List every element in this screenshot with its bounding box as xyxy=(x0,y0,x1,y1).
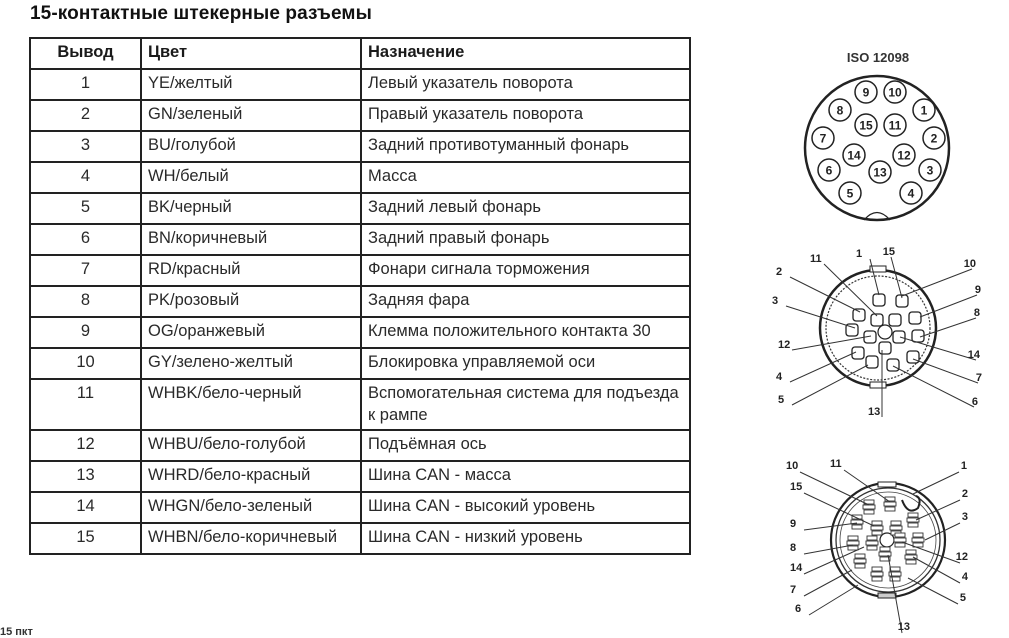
socket-contact xyxy=(885,507,895,511)
table-row xyxy=(30,131,690,162)
plug-pin xyxy=(887,359,899,371)
socket-contact xyxy=(872,521,882,525)
socket-contact xyxy=(884,502,896,506)
socket-leader-line xyxy=(804,523,857,530)
table-row xyxy=(30,224,690,255)
socket-contact xyxy=(872,531,882,535)
color-cell: OG/оранжевый xyxy=(141,317,361,348)
plug-pin xyxy=(879,342,891,354)
pin-cell: 2 xyxy=(30,100,141,131)
socket-contact xyxy=(908,513,918,517)
plug-pin-label: 2 xyxy=(776,266,783,278)
iso-pin-label: 4 xyxy=(907,186,915,201)
pin-cell: 3 xyxy=(30,131,141,162)
color-cell: WHRD/бело-красный xyxy=(141,461,361,492)
socket-contact xyxy=(890,526,902,530)
table-row xyxy=(30,69,690,100)
plug-leader-line xyxy=(792,365,868,405)
plug-pin-label: 6 xyxy=(971,396,978,408)
plug-pin-label: 1 xyxy=(856,248,863,260)
socket-pin-label: 10 xyxy=(786,460,799,472)
purpose-cell: Шина CAN - масса xyxy=(361,461,690,492)
plug-pin xyxy=(853,309,865,321)
socket-pin-label: 3 xyxy=(961,511,968,523)
header-color: Цвет xyxy=(141,38,361,69)
iso-pin-label: 3 xyxy=(926,163,934,178)
purpose-cell: Задний правый фонарь xyxy=(361,224,690,255)
socket-pin-label: 12 xyxy=(955,551,968,563)
table-row xyxy=(30,162,690,193)
iso-pin-label: 5 xyxy=(846,186,854,201)
pin-cell: 6 xyxy=(30,224,141,255)
socket-pin-label: 7 xyxy=(790,584,797,596)
socket-contact xyxy=(855,564,865,568)
color-cell: RD/красный xyxy=(141,255,361,286)
table-row xyxy=(30,523,690,554)
plug-pin xyxy=(889,314,901,326)
table-row xyxy=(30,461,690,492)
color-cell: WHBN/бело-коричневый xyxy=(141,523,361,554)
purpose-cell: Шина CAN - низкий уровень xyxy=(361,523,690,554)
socket-contact xyxy=(913,533,923,537)
plug-pin-label: 11 xyxy=(810,253,822,265)
plug-connector-diagram xyxy=(760,240,1000,420)
socket-leader-line xyxy=(804,545,853,554)
socket-contact xyxy=(912,538,924,542)
socket-key-bottom xyxy=(878,593,896,598)
plug-pin xyxy=(893,331,905,343)
color-cell: WH/белый xyxy=(141,162,361,193)
table-row xyxy=(30,430,690,461)
socket-contact xyxy=(848,536,858,540)
socket-contact xyxy=(871,572,883,576)
pin-table xyxy=(29,37,691,555)
socket-pin-label: 13 xyxy=(897,621,910,633)
pin-cell: 9 xyxy=(30,317,141,348)
socket-contact xyxy=(848,546,858,550)
plug-pin-label: 15 xyxy=(882,246,895,258)
purpose-cell: Правый указатель поворота xyxy=(361,100,690,131)
page-title: 15-контактные штекерные разъемы xyxy=(30,3,372,24)
plug-pin-label: 13 xyxy=(868,406,881,418)
iso-pin-label: 6 xyxy=(825,163,833,178)
socket-contact xyxy=(895,543,905,547)
socket-connector-diagram xyxy=(760,450,1000,638)
socket-contact xyxy=(867,536,877,540)
color-cell: GN/зеленый xyxy=(141,100,361,131)
socket-pin-label: 15 xyxy=(790,481,803,493)
table-row xyxy=(30,193,690,224)
socket-contact xyxy=(854,559,866,563)
plug-pin-label: 8 xyxy=(973,307,980,319)
socket-key-top xyxy=(878,482,896,487)
table-row xyxy=(30,317,690,348)
socket-contact xyxy=(880,547,890,551)
color-cell: BU/голубой xyxy=(141,131,361,162)
plug-pin-label: 9 xyxy=(974,284,981,296)
socket-pin-label: 5 xyxy=(959,592,966,604)
table-header-row xyxy=(30,38,690,69)
socket-contact xyxy=(872,577,882,581)
color-cell: BK/черный xyxy=(141,193,361,224)
plug-pin xyxy=(907,351,919,363)
table-row xyxy=(30,255,690,286)
pin-cell: 1 xyxy=(30,69,141,100)
plug-pin-label: 7 xyxy=(975,372,982,384)
purpose-cell: Масса xyxy=(361,162,690,193)
socket-contact xyxy=(890,577,900,581)
socket-pin-label: 9 xyxy=(790,518,797,530)
pin-cell: 5 xyxy=(30,193,141,224)
plug-pin xyxy=(866,356,878,368)
color-cell: WHBK/бело-черный xyxy=(141,379,361,430)
socket-contact xyxy=(908,523,918,527)
plug-pin-label: 12 xyxy=(778,339,791,351)
pin-cell: 7 xyxy=(30,255,141,286)
table-row xyxy=(30,286,690,317)
pin-cell: 14 xyxy=(30,492,141,523)
pin-cell: 8 xyxy=(30,286,141,317)
purpose-cell: Шина CAN - высокий уровень xyxy=(361,492,690,523)
iso-pin-label: 15 xyxy=(859,118,873,133)
socket-contact xyxy=(852,525,862,529)
plug-pin-label: 14 xyxy=(967,349,980,361)
plug-pin xyxy=(873,294,885,306)
plug-key-bottom xyxy=(870,382,886,388)
socket-contact xyxy=(863,505,875,509)
iso-pin-label: 1 xyxy=(920,103,928,118)
socket-contact xyxy=(895,533,905,537)
plug-leader-line xyxy=(893,366,974,407)
socket-contact xyxy=(890,567,900,571)
table-row xyxy=(30,348,690,379)
plug-pin-label: 4 xyxy=(776,371,783,383)
plug-outer-ring xyxy=(820,270,936,386)
socket-pin-label: 11 xyxy=(830,458,842,470)
table-row xyxy=(30,100,690,131)
iso-pin-label: 11 xyxy=(888,118,902,133)
purpose-cell: Левый указатель поворота xyxy=(361,69,690,100)
pin-cell: 10 xyxy=(30,348,141,379)
purpose-cell: Клемма положительного контакта 30 xyxy=(361,317,690,348)
color-cell: PK/розовый xyxy=(141,286,361,317)
plug-pin xyxy=(909,312,921,324)
header-pin: Вывод xyxy=(30,38,141,69)
pin-cell: 4 xyxy=(30,162,141,193)
color-cell: WHGN/бело-зеленый xyxy=(141,492,361,523)
purpose-cell: Блокировка управляемой оси xyxy=(361,348,690,379)
socket-contact xyxy=(864,510,874,514)
plug-leader-line xyxy=(920,318,976,337)
purpose-cell: Вспомогательная система для подъезда к рампе xyxy=(361,379,690,430)
plug-center-hole xyxy=(878,325,892,339)
socket-pin-label: 1 xyxy=(960,460,967,472)
plug-pin-label: 3 xyxy=(772,295,779,307)
pin-cell: 11 xyxy=(30,379,141,430)
socket-contact xyxy=(906,560,916,564)
purpose-cell: Задний левый фонарь xyxy=(361,193,690,224)
footer-caption: 15 пкт xyxy=(0,626,33,638)
iso-label: ISO 12098 xyxy=(846,50,910,65)
socket-contact xyxy=(866,541,878,545)
iso-pin-label: 9 xyxy=(862,85,870,100)
purpose-cell: Задний противотуманный фонарь xyxy=(361,131,690,162)
socket-pin-label: 4 xyxy=(961,571,968,583)
plug-pin-label: 10 xyxy=(963,258,976,270)
socket-contact xyxy=(894,538,906,542)
iso-pin-label: 12 xyxy=(897,148,911,163)
socket-contact xyxy=(891,521,901,525)
purpose-cell: Подъёмная ось xyxy=(361,430,690,461)
iso-pin-label: 10 xyxy=(888,85,902,100)
socket-leader-line xyxy=(916,500,960,520)
purpose-cell: Задняя фара xyxy=(361,286,690,317)
table-row xyxy=(30,379,690,430)
socket-contact xyxy=(855,554,865,558)
iso-pin-label: 7 xyxy=(819,131,827,146)
color-cell: GY/зелено-желтый xyxy=(141,348,361,379)
socket-contact xyxy=(867,546,877,550)
socket-contact xyxy=(906,550,916,554)
table-row xyxy=(30,492,690,523)
socket-leader-line xyxy=(804,570,852,596)
color-cell: BN/коричневый xyxy=(141,224,361,255)
socket-contact xyxy=(871,526,883,530)
iso-pin-label: 13 xyxy=(873,165,887,180)
iso-pin-label: 8 xyxy=(836,103,844,118)
socket-leader-line xyxy=(913,472,959,494)
iso-connector-diagram xyxy=(780,40,970,230)
iso-pin-label: 2 xyxy=(930,131,938,146)
socket-pin-label: 8 xyxy=(790,542,797,554)
socket-contact xyxy=(879,552,891,556)
pin-cell: 12 xyxy=(30,430,141,461)
color-cell: YE/желтый xyxy=(141,69,361,100)
plug-leader-line xyxy=(870,259,879,295)
plug-pin-label: 5 xyxy=(778,394,785,406)
color-cell: WHBU/бело-голубой xyxy=(141,430,361,461)
socket-contact xyxy=(847,541,859,545)
pin-cell: 15 xyxy=(30,523,141,554)
iso-pin-label: 14 xyxy=(847,148,861,163)
socket-leader-line xyxy=(800,472,869,505)
pin-cell: 13 xyxy=(30,461,141,492)
socket-pin-label: 2 xyxy=(961,488,968,500)
plug-leader-line xyxy=(913,359,978,383)
header-purpose: Назначение xyxy=(361,38,690,69)
socket-pin-label: 14 xyxy=(790,562,803,574)
socket-contact xyxy=(872,567,882,571)
socket-pin-label: 6 xyxy=(795,603,802,615)
purpose-cell: Фонари сигнала торможения xyxy=(361,255,690,286)
